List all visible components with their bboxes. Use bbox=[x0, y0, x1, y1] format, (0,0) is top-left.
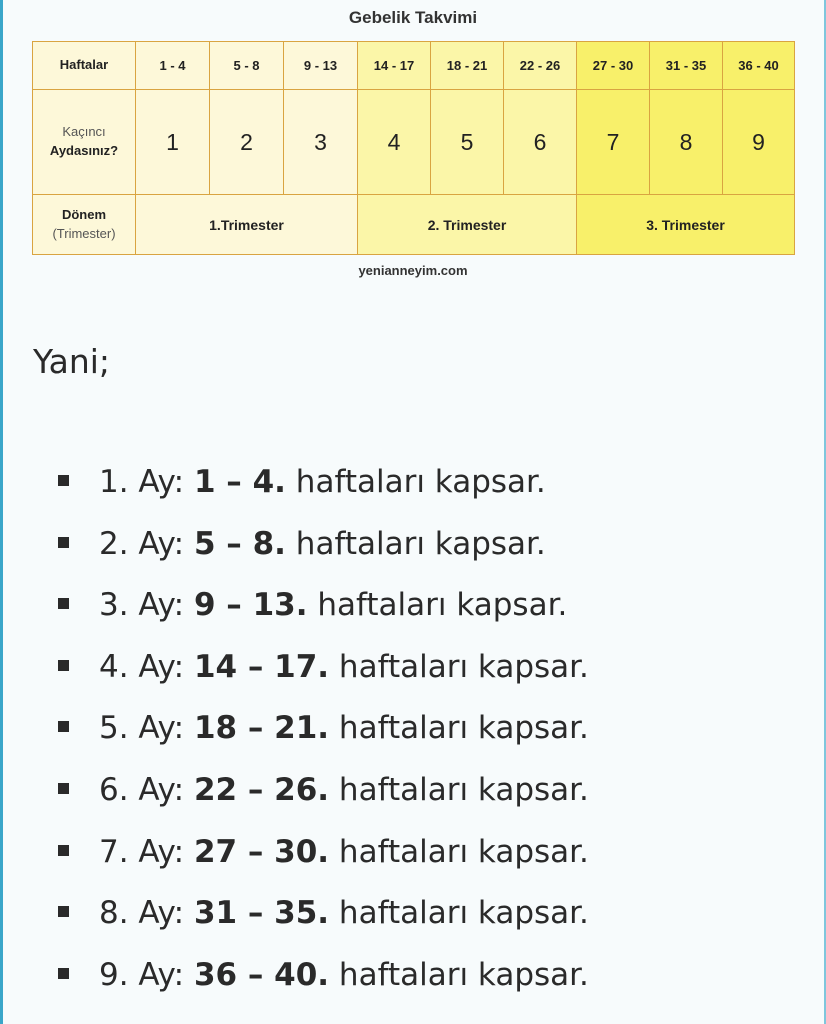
week-range-cell: 1 - 4 bbox=[136, 42, 210, 90]
list-item-prefix: 1. Ay: bbox=[99, 464, 194, 500]
list-item bbox=[58, 760, 589, 822]
list-item-prefix: 6. Ay: bbox=[99, 771, 194, 808]
list-item-prefix: 3. Ay: bbox=[99, 587, 194, 624]
list-item-range: 5 – 8. bbox=[193, 525, 286, 562]
period-header-line1: Dönem bbox=[61, 206, 107, 222]
month-header-line1: Kaçıncı bbox=[62, 124, 106, 140]
bullet-icon bbox=[58, 475, 69, 486]
list-item-range: 36 – 40. bbox=[193, 956, 330, 993]
bullet-icon bbox=[58, 906, 69, 917]
months-row bbox=[33, 90, 795, 195]
list-item bbox=[58, 452, 589, 514]
list-item-range: 1 – 4. bbox=[193, 464, 286, 500]
list-item-suffix: haftaları kapsar. bbox=[329, 771, 589, 808]
list-item bbox=[58, 822, 589, 884]
month-number-cell: 1 bbox=[136, 90, 210, 195]
bullet-icon bbox=[58, 845, 69, 856]
table-title: Gebelik Takvimi bbox=[348, 8, 478, 27]
list-item-prefix: 4. Ay: bbox=[99, 648, 194, 685]
month-number-cell: 5 bbox=[431, 90, 504, 195]
list-item-range: 9 – 13. bbox=[193, 587, 308, 624]
bullet-icon bbox=[58, 537, 69, 548]
month-number-cell: 6 bbox=[504, 90, 577, 195]
week-range-cell: 5 - 8 bbox=[210, 42, 284, 90]
list-item bbox=[58, 637, 589, 699]
list-item-range: 14 – 17. bbox=[193, 648, 330, 685]
list-item-range: 22 – 26. bbox=[193, 771, 330, 808]
month-number-cell: 3 bbox=[284, 90, 358, 195]
week-range-cell: 22 - 26 bbox=[504, 42, 577, 90]
list-item-suffix: haftaları kapsar. bbox=[329, 710, 589, 747]
month-number-cell: 2 bbox=[210, 90, 284, 195]
list-item-prefix: 2. Ay: bbox=[99, 525, 194, 562]
list-item-range: 27 – 30. bbox=[193, 833, 330, 870]
list-item bbox=[58, 883, 589, 945]
week-range-cell: 27 - 30 bbox=[577, 42, 650, 90]
source-credit: yenianneyim.com bbox=[358, 263, 468, 278]
bullet-icon bbox=[58, 598, 69, 609]
bullet-icon bbox=[58, 660, 69, 671]
month-number-cell: 4 bbox=[358, 90, 431, 195]
bullet-icon bbox=[58, 968, 69, 979]
list-item-suffix: haftaları kapsar. bbox=[329, 895, 589, 932]
list-item-suffix: haftaları kapsar. bbox=[329, 648, 589, 685]
month-header-line2: Aydasınız? bbox=[49, 143, 119, 158]
list-item-prefix: 5. Ay: bbox=[99, 710, 194, 747]
weeks-header: Haftalar bbox=[33, 42, 136, 90]
week-range-cell: 18 - 21 bbox=[431, 42, 504, 90]
week-range-cell: 36 - 40 bbox=[723, 42, 795, 90]
list-item-range: 31 – 35. bbox=[193, 895, 330, 932]
month-number-cell: 8 bbox=[650, 90, 723, 195]
month-number-cell: 7 bbox=[577, 90, 650, 195]
list-item-range: 18 – 21. bbox=[193, 710, 330, 747]
list-item-prefix: 8. Ay: bbox=[99, 895, 194, 932]
month-week-list bbox=[58, 452, 589, 1006]
list-item bbox=[58, 945, 589, 1007]
week-range-cell: 31 - 35 bbox=[650, 42, 723, 90]
weeks-row bbox=[33, 42, 795, 90]
list-item-prefix: 9. Ay: bbox=[99, 956, 194, 993]
left-edge-bar bbox=[0, 0, 3, 1024]
period-header-line2: (Trimester) bbox=[52, 225, 116, 241]
pregnancy-calendar-table bbox=[32, 41, 795, 255]
list-item bbox=[58, 575, 589, 637]
list-item-suffix: haftaları kapsar. bbox=[329, 833, 589, 870]
trimester-cell-1: 1.Trimester bbox=[136, 195, 358, 255]
month-header bbox=[33, 90, 136, 195]
trimester-cell-2: 2. Trimester bbox=[358, 195, 577, 255]
list-item bbox=[58, 698, 589, 760]
period-header bbox=[33, 195, 136, 255]
bullet-icon bbox=[58, 783, 69, 794]
list-item-suffix: haftaları kapsar. bbox=[307, 587, 568, 624]
list-item-suffix: haftaları kapsar. bbox=[329, 956, 589, 993]
period-row bbox=[33, 195, 795, 255]
week-range-cell: 14 - 17 bbox=[358, 42, 431, 90]
intro-text: Yani; bbox=[33, 342, 111, 381]
list-item bbox=[58, 514, 589, 576]
month-number-cell: 9 bbox=[723, 90, 795, 195]
bullet-icon bbox=[58, 721, 69, 732]
list-item-prefix: 7. Ay: bbox=[99, 833, 194, 870]
list-item-suffix: haftaları kapsar. bbox=[285, 525, 546, 562]
trimester-cell-3: 3. Trimester bbox=[577, 195, 795, 255]
list-item-suffix: haftaları kapsar. bbox=[285, 464, 546, 500]
week-range-cell: 9 - 13 bbox=[284, 42, 358, 90]
